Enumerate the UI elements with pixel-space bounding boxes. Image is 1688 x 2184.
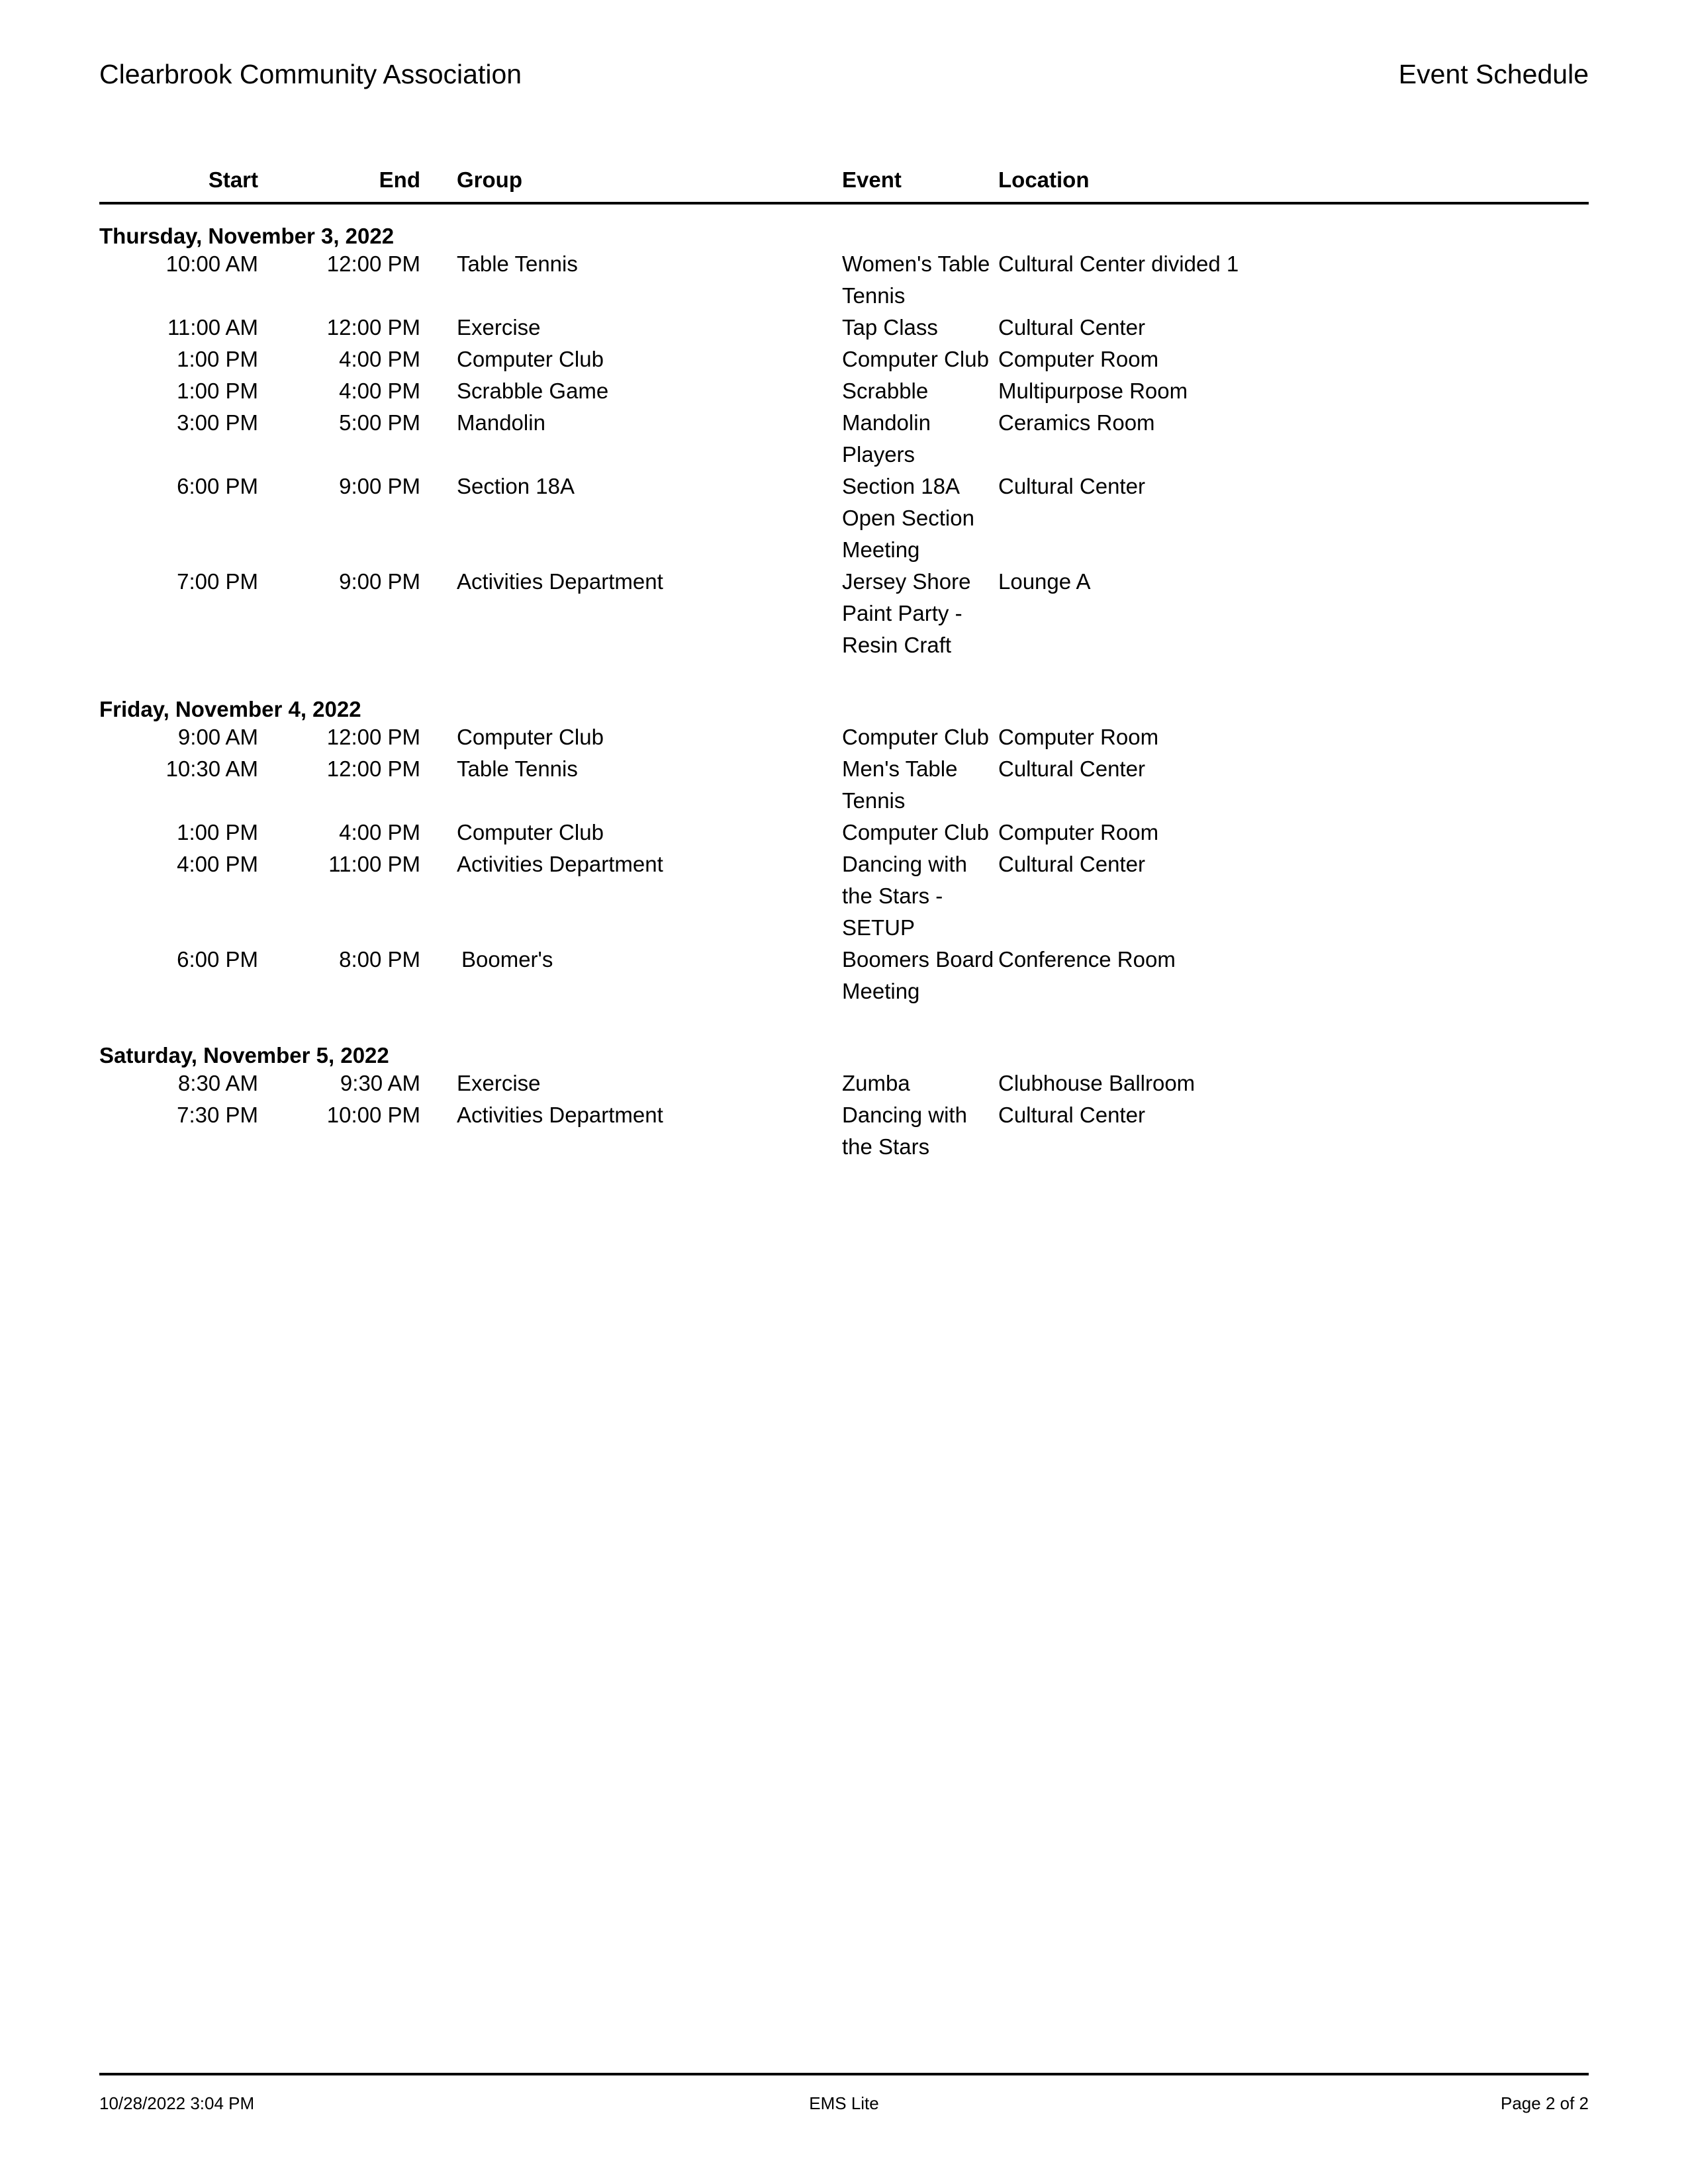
table-row	[99, 312, 1589, 343]
cell-event: Jersey Shore Paint Party - Resin Craft	[842, 569, 971, 657]
cell-event: Dancing with the Stars - SETUP	[842, 852, 967, 940]
cell-location: Cultural Center	[998, 315, 1145, 340]
document-footer	[99, 2095, 1589, 2112]
cell-start: 1:00 PM	[177, 347, 258, 371]
cell-end: 10:00 PM	[326, 1103, 420, 1127]
cell-start: 8:30 AM	[177, 1071, 258, 1095]
cell-end: 9:00 PM	[339, 474, 420, 498]
table-row	[99, 471, 1589, 566]
cell-end: 4:00 PM	[339, 347, 420, 371]
footer-page-number: Page 2 of 2	[1501, 2093, 1589, 2113]
cell-end: 9:30 AM	[340, 1071, 420, 1095]
table-row	[99, 944, 1589, 1007]
table-row	[99, 848, 1589, 944]
cell-location: Cultural Center	[998, 1103, 1145, 1127]
day-heading: Friday, November 4, 2022	[99, 697, 361, 721]
footer-timestamp: 10/28/2022 3:04 PM	[99, 2093, 255, 2113]
cell-location: Cultural Center	[998, 474, 1145, 498]
day-spacer	[99, 1007, 1589, 1044]
table-row	[99, 1068, 1589, 1099]
column-header-event: Event	[842, 167, 902, 192]
cell-end: 12:00 PM	[326, 756, 420, 781]
cell-start: 4:00 PM	[177, 852, 258, 876]
cell-location: Conference Room	[998, 947, 1176, 972]
cell-group: Computer Club	[457, 347, 604, 371]
table-row	[99, 1099, 1589, 1163]
table-row	[99, 566, 1589, 661]
cell-event: Dancing with the Stars	[842, 1103, 967, 1159]
cell-end: 8:00 PM	[339, 947, 420, 972]
cell-location: Computer Room	[998, 347, 1159, 371]
cell-event: Section 18A Open Section Meeting	[842, 474, 974, 562]
table-column-headers	[99, 169, 1589, 199]
cell-end: 5:00 PM	[339, 410, 420, 435]
cell-start: 7:30 PM	[177, 1103, 258, 1127]
cell-start: 10:30 AM	[165, 756, 258, 781]
day-heading: Thursday, November 3, 2022	[99, 224, 395, 248]
day-block	[99, 698, 1589, 1007]
cell-start: 9:00 AM	[177, 725, 258, 749]
header-divider-rule	[99, 202, 1589, 205]
day-block	[99, 1044, 1589, 1163]
column-header-location: Location	[998, 167, 1090, 192]
column-header-start: Start	[208, 167, 258, 192]
cell-event: Tap Class	[842, 315, 938, 340]
cell-start: 1:00 PM	[177, 379, 258, 403]
cell-location: Cultural Center	[998, 852, 1145, 876]
cell-start: 10:00 AM	[165, 251, 258, 276]
cell-end: 12:00 PM	[326, 725, 420, 749]
cell-start: 6:00 PM	[177, 474, 258, 498]
cell-location: Computer Room	[998, 725, 1159, 749]
table-row	[99, 407, 1589, 471]
day-rows	[99, 1068, 1589, 1163]
day-block	[99, 225, 1589, 661]
cell-group: Computer Club	[457, 820, 604, 844]
cell-event: Men's Table Tennis	[842, 756, 958, 813]
cell-location: Cultural Center	[998, 756, 1145, 781]
cell-event: Computer Club	[842, 820, 989, 844]
day-heading: Saturday, November 5, 2022	[99, 1043, 389, 1068]
cell-group: Table Tennis	[457, 251, 578, 276]
cell-location: Multipurpose Room	[998, 379, 1188, 403]
cell-group: Activities Department	[457, 569, 663, 594]
report-title: Event Schedule	[1398, 59, 1589, 89]
footer-system-name: EMS Lite	[809, 2093, 879, 2113]
cell-event: Computer Club	[842, 347, 989, 371]
day-rows	[99, 248, 1589, 661]
cell-group: Exercise	[457, 1071, 541, 1095]
column-header-group: Group	[457, 167, 522, 192]
cell-group: Section 18A	[457, 474, 575, 498]
cell-event: Boomers Board Meeting	[842, 947, 994, 1003]
cell-start: 6:00 PM	[177, 947, 258, 972]
cell-group: Exercise	[457, 315, 541, 340]
cell-group: Activities Department	[457, 852, 663, 876]
table-row	[99, 375, 1589, 407]
cell-start: 3:00 PM	[177, 410, 258, 435]
table-row	[99, 343, 1589, 375]
cell-end: 4:00 PM	[339, 379, 420, 403]
day-rows	[99, 721, 1589, 1007]
cell-end: 9:00 PM	[339, 569, 420, 594]
schedule-table	[99, 225, 1589, 1163]
table-row	[99, 817, 1589, 848]
cell-end: 11:00 PM	[328, 852, 420, 876]
cell-end: 12:00 PM	[326, 315, 420, 340]
cell-event: Computer Club	[842, 725, 989, 749]
footer-divider-rule	[99, 2073, 1589, 2075]
cell-group: Boomer's	[461, 947, 553, 972]
column-header-end: End	[379, 167, 420, 192]
cell-event: Zumba	[842, 1071, 910, 1095]
cell-event: Women's Table Tennis	[842, 251, 990, 308]
cell-start: 1:00 PM	[177, 820, 258, 844]
table-row	[99, 753, 1589, 817]
cell-group: Mandolin	[457, 410, 545, 435]
cell-event: Scrabble	[842, 379, 929, 403]
cell-location: Clubhouse Ballroom	[998, 1071, 1196, 1095]
cell-location: Ceramics Room	[998, 410, 1155, 435]
day-spacer	[99, 661, 1589, 698]
cell-start: 11:00 AM	[167, 315, 258, 340]
cell-group: Computer Club	[457, 725, 604, 749]
table-row	[99, 721, 1589, 753]
cell-location: Cultural Center divided 1	[998, 251, 1239, 276]
document-header	[99, 61, 1589, 88]
cell-end: 12:00 PM	[326, 251, 420, 276]
cell-event: Mandolin Players	[842, 410, 931, 467]
cell-end: 4:00 PM	[339, 820, 420, 844]
cell-location: Lounge A	[998, 569, 1091, 594]
cell-group: Table Tennis	[457, 756, 578, 781]
cell-start: 7:00 PM	[177, 569, 258, 594]
cell-location: Computer Room	[998, 820, 1159, 844]
cell-group: Scrabble Game	[457, 379, 609, 403]
cell-group: Activities Department	[457, 1103, 663, 1127]
organization-title: Clearbrook Community Association	[99, 59, 522, 89]
table-row	[99, 248, 1589, 312]
